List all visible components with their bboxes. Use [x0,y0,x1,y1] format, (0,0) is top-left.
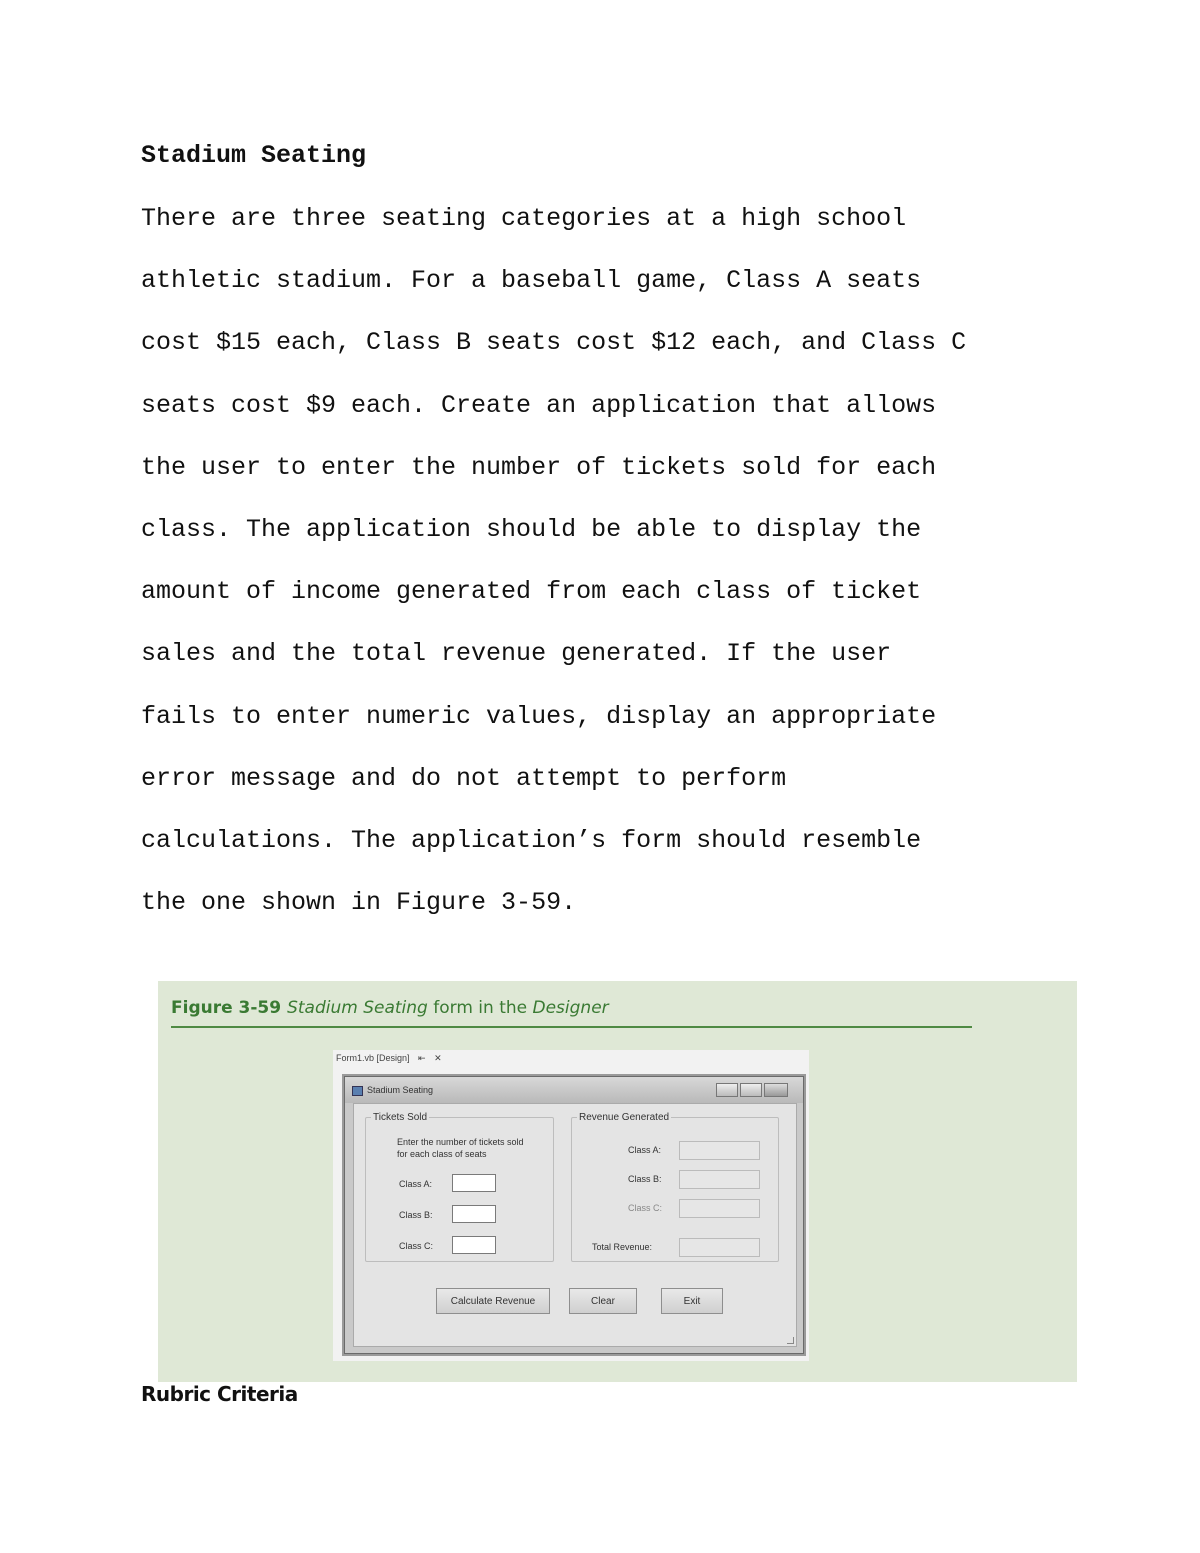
minimize-button [716,1083,738,1097]
total-revenue-output [679,1238,760,1257]
caption-form-name: Stadium Seating [287,998,428,1018]
calculate-revenue-button: Calculate Revenue [436,1288,550,1314]
body-line: the user to enter the number of tickets sold for each [141,452,937,482]
body-line: cost $15 each, Class B seats cost $12 each, and Class C [141,328,967,358]
revenue-class-a-label: Class A: [628,1145,662,1155]
stadium-seating-form [344,1076,804,1354]
body-line: error message and do not attempt to perform [141,763,787,793]
revenue-class-c-label: Class C: [628,1203,663,1213]
revenue-generated-group [571,1112,779,1262]
class-b-label: Class B: [399,1210,433,1220]
designer-tab [336,1053,442,1064]
form-client-area [353,1103,797,1347]
caption-designer: Designer [532,998,609,1018]
clear-button: Clear [569,1288,637,1314]
designer-screenshot [333,1050,809,1361]
close-window-button [764,1083,788,1097]
resize-grip-icon [787,1337,794,1344]
body-line: class. The application should be able to display the [141,514,922,544]
close-icon: ✕ [434,1053,442,1063]
body-line: seats cost $9 each. Create an application that allows [141,390,937,420]
class-c-label: Class C: [399,1241,434,1251]
body-line: athletic stadium. For a baseball game, Class A seats [141,266,922,296]
figure-caption [171,998,609,1018]
body-line: the one shown in Figure 3-59. [141,888,577,918]
document-title: Stadium Seating [141,141,367,170]
caption-text: form in the [427,998,533,1018]
body-line: sales and the total revenue generated. If the user [141,639,892,669]
form-title: Stadium Seating [367,1085,434,1095]
form-titlebar [345,1077,803,1103]
revenue-class-b-output [679,1170,760,1189]
body-line: There are three seating categories at a high school [141,204,907,233]
form-icon [352,1086,363,1096]
figure-3-59 [158,981,1077,1382]
body-line: fails to enter numeric values, display an appropriate [141,701,937,731]
exit-button: Exit [661,1288,723,1314]
total-revenue-label: Total Revenue: [592,1242,653,1252]
pin-icon: ⇤ [418,1053,426,1063]
designer-tab-label: Form1.vb [Design] [336,1053,410,1063]
body-line: amount of income generated from each class of ticket [141,577,922,607]
revenue-class-c-output [679,1199,760,1218]
tickets-sold-label: Tickets Sold [373,1112,428,1123]
revenue-class-b-label: Class B: [628,1174,662,1184]
maximize-button [740,1083,762,1097]
figure-number: Figure 3-59 [171,998,282,1018]
rubric-heading: Rubric Criteria [141,1382,298,1406]
tickets-sold-group [365,1112,554,1262]
revenue-generated-label: Revenue Generated [579,1112,670,1123]
body-line: calculations. The application’s form should resemble [141,825,922,855]
revenue-class-a-output [679,1141,760,1160]
class-a-label: Class A: [399,1179,433,1189]
instructions-line-1: Enter the number of tickets sold [397,1137,524,1147]
caption-rule [171,1026,972,1028]
class-b-input [452,1205,496,1223]
class-a-input [452,1174,496,1192]
class-c-input [452,1236,496,1254]
body-paragraph [141,200,1141,946]
instructions-line-2: for each class of seats [397,1149,487,1159]
